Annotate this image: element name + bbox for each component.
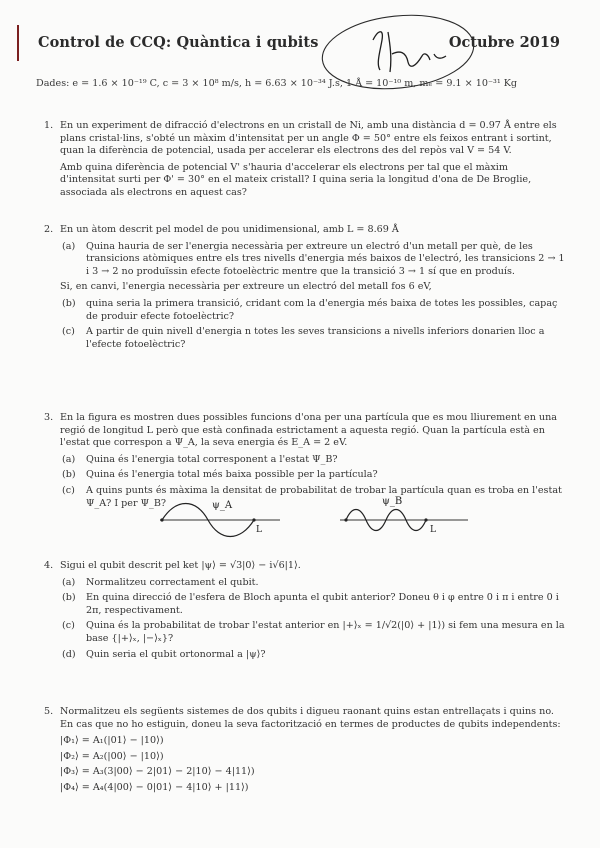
problem-item bbox=[60, 298, 566, 323]
problem-number: 1. bbox=[44, 120, 54, 131]
problem-1 bbox=[46, 120, 566, 204]
item-text: A partir de quin nivell d'energia n totes les seves transicions a nivells inferiors donarien lloc a l'efecte fotoelèctric? bbox=[86, 326, 545, 350]
problem-item bbox=[60, 326, 566, 351]
wavefunction-b-figure bbox=[340, 496, 468, 535]
axis-l-label: L bbox=[430, 525, 436, 535]
problem-intro: En la figura es mostren dues possibles funcions d'ona per una partícula que es mou lliurement en una regió de longitud L però que està confinada estrictament a aquesta regió. Quan la partícula està en l'estat que correspon a Ψ_A, la seva energia és E_A = 2 eV. bbox=[60, 412, 558, 449]
problem-4 bbox=[46, 560, 566, 664]
wavefunction-figures bbox=[150, 492, 480, 542]
psi-b-label: ψ_B bbox=[382, 496, 403, 507]
problem-intro: En un àtom descrit pel model de pou unidimensional, amb L = 8.69 Å bbox=[60, 224, 399, 235]
problem-item bbox=[60, 469, 566, 482]
item-text: Quina és l'energia total corresponent a l'estat Ψ_B? bbox=[86, 453, 338, 465]
problem-paragraph: Amb quina diferència de potencial V' s'hauria d'accelerar els electrons per tal que el màxim d'intensitat surti per Φ' = 30° en el mateix cristall? I quina seria la longitud d'ona de De Broglie, associada als electrons en aquest cas? bbox=[60, 161, 532, 198]
item-text: Quina hauria de ser l'energia necessària per extreure un electró d'un metall per què, de les transicions atòmiques entre els tres nivells d'energia més baixos de l'electró, les transicions 2 → 1 i 3 → 2 no produïssin efecte fotoelèctric mentre que la transició 3 → 1 sí que en produís. bbox=[86, 240, 565, 277]
item-label: (c) bbox=[62, 326, 75, 338]
item-text: En quina direcció de l'esfera de Bloch apunta el qubit anterior? Doneu θ i φ entre 0 i π i entre 0 i 2π, respectivament. bbox=[86, 592, 559, 616]
item-text: Quin seria el qubit ortonormal a |ψ⟩? bbox=[86, 648, 266, 660]
wavefunction-a-figure bbox=[160, 500, 280, 537]
item-text: Normalitzeu correctament el qubit. bbox=[86, 576, 259, 588]
item-label: (a) bbox=[62, 453, 76, 465]
problem-2 bbox=[46, 224, 566, 354]
problem-number: 5. bbox=[44, 706, 54, 717]
item-label: (b) bbox=[62, 592, 76, 604]
problem-5 bbox=[46, 706, 566, 798]
axis-l-label: L bbox=[256, 525, 262, 535]
item-text: Quina és la probabilitat de trobar l'estat anterior en |+⟩ₓ = 1/√2(|0⟩ + |1⟩) si fem una mesura en la base {|+⟩ₓ, |−⟩ₓ}? bbox=[86, 620, 565, 644]
item-label: (c) bbox=[62, 620, 75, 632]
state-expression: |Φ₃⟩ = A₃(3|00⟩ − 2|01⟩ − 2|10⟩ − 4|11⟩) bbox=[60, 766, 255, 778]
problem-number: 4. bbox=[44, 560, 54, 571]
item-text: A quins punts és màxima la densitat de probabilitat de trobar la partícula quan es troba en l'estat Ψ_A? I per Ψ_B? bbox=[86, 484, 562, 509]
item-label: (b) bbox=[62, 297, 76, 309]
problem-item bbox=[60, 241, 566, 279]
item-label: (c) bbox=[62, 484, 75, 496]
problem-middle-text: Si, en canvi, l'energia necessària per extreure un electró del metall fos 6 eV, bbox=[60, 281, 432, 293]
problem-number: 2. bbox=[44, 224, 54, 235]
item-label: (a) bbox=[62, 240, 76, 252]
problem-item bbox=[60, 577, 566, 590]
problem-item bbox=[60, 649, 566, 662]
problem-paragraph: En un experiment de difracció d'electrons en un cristall de Ni, amb una distància d = 0.97 Å entre els plans cristal·lins, s'obté un màxim d'intensitat per un angle Φ = 50° entre els feixos entrant i sortint, quan la diferència de potencial, usada per accelerar els electrons des del repòs val V = 54 V. bbox=[60, 120, 557, 157]
state-expression: |Φ₄⟩ = A₄(4|00⟩ − 0|01⟩ − 4|10⟩ + |11⟩) bbox=[60, 781, 249, 793]
margin-line bbox=[17, 25, 19, 61]
item-label: (b) bbox=[62, 469, 76, 481]
item-text: Quina és l'energia total més baixa possible per la partícula? bbox=[86, 469, 378, 481]
problem-item bbox=[60, 592, 566, 617]
state-expression: |Φ₁⟩ = A₁(|01⟩ − |10⟩) bbox=[60, 735, 164, 747]
exam-date: Octubre 2019 bbox=[448, 34, 560, 51]
item-label: (a) bbox=[62, 576, 76, 588]
psi-a-label: ψ_A bbox=[212, 500, 233, 511]
state-expression: |Φ₂⟩ = A₂(|00⟩ − |10⟩) bbox=[60, 750, 164, 762]
problem-intro: Sigui el qubit descrit pel ket |ψ⟩ = √3|0⟩ − i√6|1⟩. bbox=[60, 560, 301, 571]
problem-intro: Normalitzeu els següents sistemes de dos qubits i digueu raonant quins estan entrellaçats i quins no. En cas que no ho estiguin, doneu la seva factorització en termes de productes de qubits independents: bbox=[60, 706, 561, 730]
problem-item bbox=[60, 620, 566, 645]
item-text: quina seria la primera transició, cridant com la d'energia més baixa de totes les possibles, capaç de produir efecte fotoelèctric? bbox=[86, 297, 558, 322]
problem-item bbox=[60, 454, 566, 467]
item-label: (d) bbox=[62, 648, 76, 660]
given-constants: Dades: e = 1.6 × 10⁻¹⁹ C, c = 3 × 10⁸ m/s, h = 6.63 × 10⁻³⁴ J.s, 1 Å = 10⁻¹⁰ m, mₑ = 9.1 × 10⁻³¹ Kg bbox=[36, 78, 518, 89]
exam-header bbox=[38, 34, 568, 60]
exam-title: Control de CCQ: Quàntica i qubits bbox=[38, 34, 319, 51]
problem-number: 3. bbox=[44, 412, 54, 423]
